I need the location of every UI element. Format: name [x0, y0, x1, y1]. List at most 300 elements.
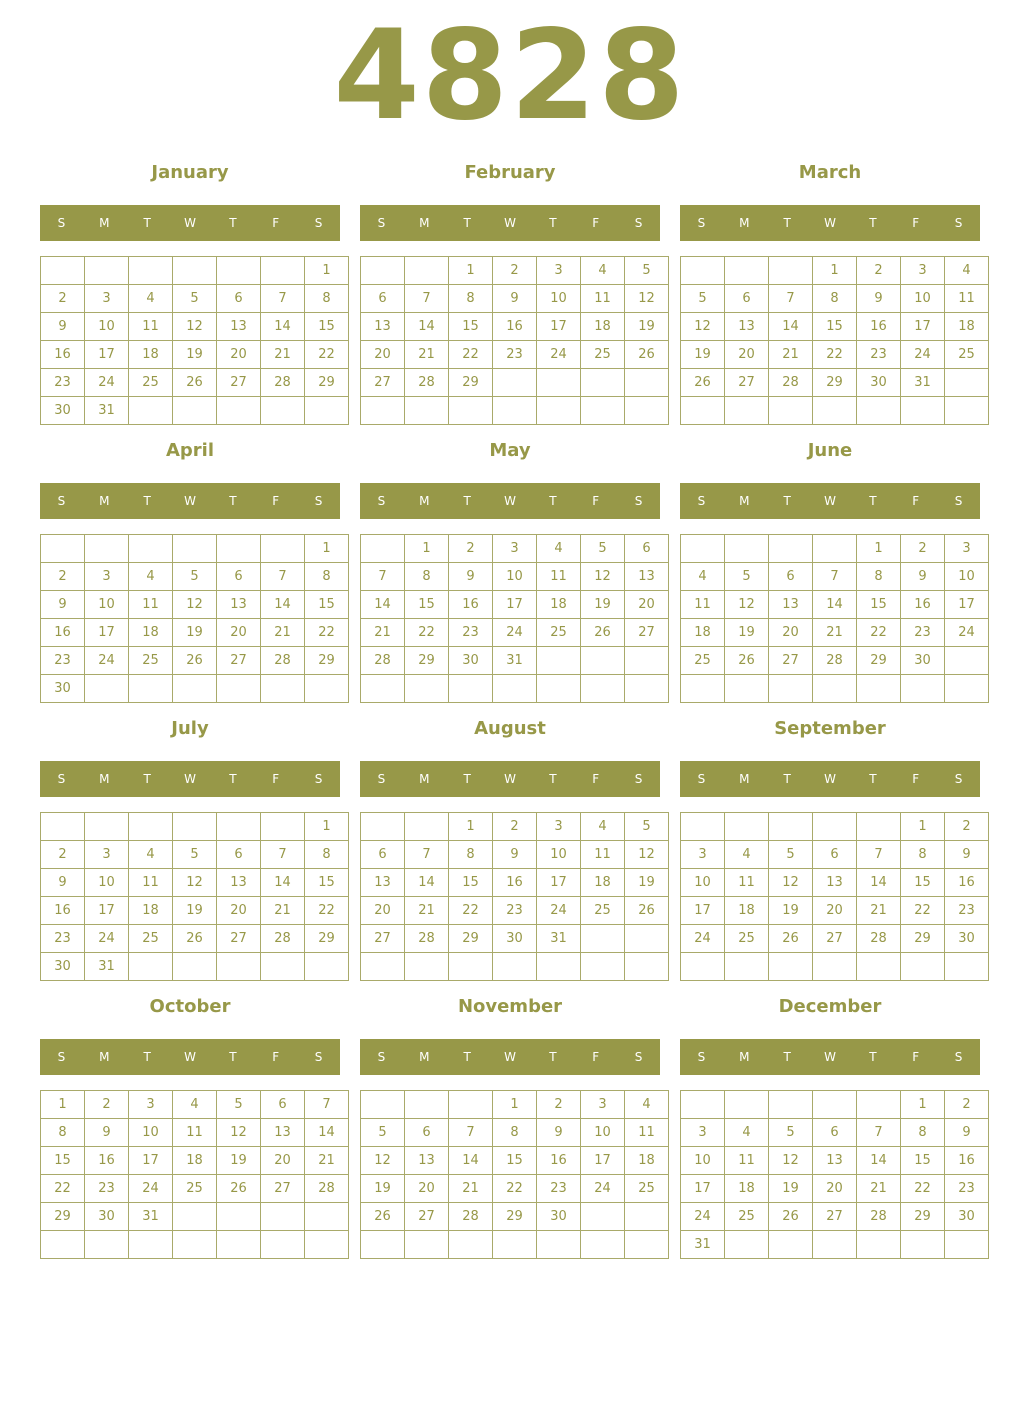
empty-day-cell	[625, 953, 669, 981]
day-cell: 21	[261, 341, 305, 369]
empty-day-cell	[85, 1231, 129, 1259]
empty-day-cell	[217, 1231, 261, 1259]
week-row	[361, 897, 669, 925]
empty-day-cell	[405, 1231, 449, 1259]
empty-day-cell	[725, 1091, 769, 1119]
day-cell: 8	[493, 1119, 537, 1147]
day-cell: 5	[625, 257, 669, 285]
day-cell: 22	[901, 1175, 945, 1203]
day-cell: 26	[769, 925, 813, 953]
day-cell: 16	[493, 869, 537, 897]
empty-day-cell	[41, 535, 85, 563]
week-row	[41, 675, 349, 703]
day-cell: 14	[361, 591, 405, 619]
day-cell: 28	[261, 925, 305, 953]
weekday-label: T	[229, 1050, 237, 1064]
month-name: November	[457, 996, 563, 1017]
empty-day-cell	[85, 535, 129, 563]
empty-day-cell	[173, 1231, 217, 1259]
day-cell: 1	[449, 813, 493, 841]
day-cell: 26	[173, 369, 217, 397]
week-row	[681, 313, 989, 341]
empty-day-cell	[261, 813, 305, 841]
weekday-label: W	[824, 1050, 836, 1064]
empty-day-cell	[857, 675, 901, 703]
day-cell: 13	[813, 1147, 857, 1175]
week-row	[681, 341, 989, 369]
day-cell: 10	[85, 869, 129, 897]
day-cell: 6	[725, 285, 769, 313]
week-row	[681, 813, 989, 841]
empty-day-cell	[129, 257, 173, 285]
day-cell: 5	[769, 1119, 813, 1147]
week-row	[681, 675, 989, 703]
week-row	[361, 925, 669, 953]
empty-day-cell	[725, 953, 769, 981]
day-cell: 21	[769, 341, 813, 369]
weekday-label: T	[463, 1050, 471, 1064]
empty-day-cell	[901, 397, 945, 425]
month-name: December	[778, 996, 882, 1017]
day-cell: 20	[405, 1175, 449, 1203]
weekday-label: T	[869, 772, 877, 786]
weekday-label: M	[739, 216, 750, 230]
day-cell: 29	[449, 369, 493, 397]
week-row	[41, 1147, 349, 1175]
day-cell: 25	[129, 647, 173, 675]
day-cell: 12	[173, 313, 217, 341]
day-cell: 20	[217, 619, 261, 647]
day-cell: 23	[41, 925, 85, 953]
day-cell: 18	[129, 341, 173, 369]
weekday-label: T	[143, 1050, 151, 1064]
day-cell: 14	[405, 313, 449, 341]
weekday-label: W	[184, 772, 196, 786]
day-cell: 23	[537, 1175, 581, 1203]
week-row	[41, 257, 349, 285]
week-row	[681, 1119, 989, 1147]
empty-day-cell	[769, 535, 813, 563]
day-cell: 17	[537, 869, 581, 897]
empty-day-cell	[857, 1231, 901, 1259]
day-cell: 30	[41, 953, 85, 981]
day-cell: 12	[217, 1119, 261, 1147]
day-cell: 1	[901, 1091, 945, 1119]
empty-day-cell	[129, 397, 173, 425]
weekday-label: T	[229, 216, 237, 230]
day-cell: 28	[361, 647, 405, 675]
weekday-label: M	[739, 772, 750, 786]
weekday-label: F	[272, 216, 280, 230]
day-cell: 14	[261, 313, 305, 341]
day-cell: 3	[681, 1119, 725, 1147]
day-cell: 8	[449, 285, 493, 313]
day-cell: 15	[405, 591, 449, 619]
day-cell: 4	[681, 563, 725, 591]
weekday-label: T	[869, 1050, 877, 1064]
day-cell: 11	[581, 285, 625, 313]
day-cell: 10	[681, 869, 725, 897]
day-cell: 7	[261, 563, 305, 591]
weekday-label: T	[783, 216, 791, 230]
day-cell: 19	[625, 869, 669, 897]
day-cell: 30	[41, 397, 85, 425]
day-cell: 12	[681, 313, 725, 341]
empty-day-cell	[217, 675, 261, 703]
empty-day-cell	[85, 257, 129, 285]
day-cell: 18	[129, 897, 173, 925]
weekday-label: S	[634, 216, 643, 230]
day-cell: 12	[769, 1147, 813, 1175]
day-cell: 18	[625, 1147, 669, 1175]
empty-day-cell	[537, 397, 581, 425]
day-cell: 26	[173, 925, 217, 953]
weekday-label: S	[377, 772, 386, 786]
weekday-header	[360, 761, 660, 797]
weekday-label: T	[549, 216, 557, 230]
week-row	[681, 1175, 989, 1203]
empty-day-cell	[305, 1231, 349, 1259]
day-cell: 11	[173, 1119, 217, 1147]
day-cell: 25	[581, 341, 625, 369]
day-cell: 15	[305, 313, 349, 341]
day-cell: 8	[305, 563, 349, 591]
day-cell: 9	[945, 1119, 989, 1147]
day-cell: 3	[537, 257, 581, 285]
day-cell: 10	[901, 285, 945, 313]
empty-day-cell	[581, 1231, 625, 1259]
weekday-header	[680, 761, 980, 797]
empty-day-cell	[405, 1091, 449, 1119]
day-cell: 30	[449, 647, 493, 675]
empty-day-cell	[625, 925, 669, 953]
day-cell: 7	[857, 1119, 901, 1147]
weekday-label: F	[912, 772, 920, 786]
day-cell: 16	[449, 591, 493, 619]
month-name: April	[165, 440, 215, 461]
weekday-header	[40, 205, 340, 241]
day-cell: 24	[85, 925, 129, 953]
day-cell: 15	[901, 869, 945, 897]
day-cell: 27	[217, 647, 261, 675]
weekday-label: F	[592, 1050, 600, 1064]
empty-day-cell	[173, 535, 217, 563]
weekday-label: M	[419, 1050, 430, 1064]
day-cell: 13	[261, 1119, 305, 1147]
empty-day-cell	[857, 953, 901, 981]
weekday-label: S	[954, 1050, 963, 1064]
empty-day-cell	[681, 1091, 725, 1119]
day-cell: 1	[41, 1091, 85, 1119]
day-cell: 29	[813, 369, 857, 397]
empty-day-cell	[405, 257, 449, 285]
day-cell: 7	[405, 285, 449, 313]
empty-day-cell	[857, 397, 901, 425]
day-cell: 15	[449, 313, 493, 341]
day-cell: 8	[405, 563, 449, 591]
week-row	[361, 647, 669, 675]
day-cell: 1	[305, 257, 349, 285]
day-cell: 13	[217, 869, 261, 897]
day-cell: 31	[85, 397, 129, 425]
week-row	[681, 1147, 989, 1175]
day-cell: 25	[945, 341, 989, 369]
week-row	[681, 897, 989, 925]
day-cell: 28	[813, 647, 857, 675]
day-cell: 14	[261, 869, 305, 897]
day-cell: 13	[361, 313, 405, 341]
empty-day-cell	[405, 953, 449, 981]
day-cell: 21	[261, 897, 305, 925]
empty-day-cell	[581, 397, 625, 425]
empty-day-cell	[681, 953, 725, 981]
empty-day-cell	[681, 397, 725, 425]
day-cell: 28	[405, 925, 449, 953]
day-cell: 26	[217, 1175, 261, 1203]
empty-day-cell	[261, 535, 305, 563]
day-cell: 3	[85, 285, 129, 313]
day-cell: 6	[813, 1119, 857, 1147]
day-cell: 20	[769, 619, 813, 647]
day-cell: 9	[85, 1119, 129, 1147]
day-cell: 24	[129, 1175, 173, 1203]
day-cell: 22	[305, 619, 349, 647]
week-row	[681, 619, 989, 647]
day-cell: 30	[537, 1203, 581, 1231]
day-cell: 29	[305, 369, 349, 397]
empty-day-cell	[85, 675, 129, 703]
day-cell: 22	[901, 897, 945, 925]
day-cell: 30	[901, 647, 945, 675]
empty-day-cell	[173, 257, 217, 285]
empty-day-cell	[625, 369, 669, 397]
day-cell: 11	[581, 841, 625, 869]
week-row	[681, 285, 989, 313]
day-cell: 22	[305, 897, 349, 925]
weekday-label: W	[824, 772, 836, 786]
day-cell: 30	[945, 1203, 989, 1231]
day-cell: 29	[901, 925, 945, 953]
day-cell: 28	[857, 925, 901, 953]
empty-day-cell	[581, 647, 625, 675]
weekday-label: S	[314, 494, 323, 508]
day-cell: 26	[581, 619, 625, 647]
day-cell: 17	[85, 897, 129, 925]
empty-day-cell	[813, 953, 857, 981]
weekday-label: T	[229, 772, 237, 786]
day-cell: 1	[305, 535, 349, 563]
weekday-label: M	[99, 772, 110, 786]
day-cell: 29	[41, 1203, 85, 1231]
day-cell: 28	[857, 1203, 901, 1231]
day-cell: 18	[681, 619, 725, 647]
day-cell: 7	[261, 285, 305, 313]
weekday-label: W	[184, 216, 196, 230]
week-row	[361, 313, 669, 341]
week-row	[361, 813, 669, 841]
empty-day-cell	[901, 1231, 945, 1259]
day-cell: 6	[361, 841, 405, 869]
day-cell: 10	[85, 591, 129, 619]
empty-day-cell	[901, 953, 945, 981]
weekday-label: M	[419, 494, 430, 508]
day-cell: 29	[493, 1203, 537, 1231]
day-cell: 5	[725, 563, 769, 591]
week-row	[41, 369, 349, 397]
day-cell: 25	[537, 619, 581, 647]
weekday-label: T	[549, 494, 557, 508]
weekday-label: S	[954, 216, 963, 230]
day-cell: 13	[405, 1147, 449, 1175]
day-cell: 26	[173, 647, 217, 675]
day-cell: 24	[493, 619, 537, 647]
day-cell: 28	[305, 1175, 349, 1203]
day-cell: 21	[261, 619, 305, 647]
weekday-label: F	[912, 1050, 920, 1064]
day-cell: 19	[173, 619, 217, 647]
weekday-label: T	[869, 216, 877, 230]
day-cell: 29	[857, 647, 901, 675]
days-table	[680, 256, 989, 425]
empty-day-cell	[493, 369, 537, 397]
day-cell: 2	[41, 285, 85, 313]
day-cell: 19	[769, 1175, 813, 1203]
day-cell: 23	[857, 341, 901, 369]
empty-day-cell	[305, 675, 349, 703]
weekday-label: S	[377, 494, 386, 508]
empty-day-cell	[625, 675, 669, 703]
day-cell: 18	[581, 869, 625, 897]
day-cell: 11	[537, 563, 581, 591]
day-cell: 24	[537, 341, 581, 369]
day-cell: 13	[217, 591, 261, 619]
week-row	[361, 257, 669, 285]
weekday-label: S	[697, 494, 706, 508]
weekday-header	[680, 205, 980, 241]
day-cell: 8	[813, 285, 857, 313]
weekday-label: M	[99, 1050, 110, 1064]
day-cell: 22	[449, 897, 493, 925]
day-cell: 19	[217, 1147, 261, 1175]
empty-day-cell	[813, 535, 857, 563]
day-cell: 4	[625, 1091, 669, 1119]
weekday-label: T	[143, 494, 151, 508]
day-cell: 13	[625, 563, 669, 591]
day-cell: 1	[901, 813, 945, 841]
day-cell: 19	[769, 897, 813, 925]
empty-day-cell	[129, 953, 173, 981]
empty-day-cell	[129, 675, 173, 703]
day-cell: 20	[217, 341, 261, 369]
day-cell: 10	[945, 563, 989, 591]
day-cell: 31	[85, 953, 129, 981]
week-row	[361, 341, 669, 369]
week-row	[41, 869, 349, 897]
day-cell: 15	[813, 313, 857, 341]
empty-day-cell	[769, 675, 813, 703]
days-table	[360, 256, 669, 425]
week-row	[361, 563, 669, 591]
month-name: July	[171, 718, 209, 739]
empty-day-cell	[405, 813, 449, 841]
week-row	[681, 647, 989, 675]
empty-day-cell	[769, 1091, 813, 1119]
empty-day-cell	[901, 675, 945, 703]
day-cell: 27	[217, 925, 261, 953]
week-row	[41, 535, 349, 563]
weekday-label: S	[377, 216, 386, 230]
day-cell: 20	[625, 591, 669, 619]
empty-day-cell	[173, 953, 217, 981]
day-cell: 8	[901, 1119, 945, 1147]
week-row	[41, 313, 349, 341]
days-table	[360, 534, 669, 703]
weekday-header	[360, 483, 660, 519]
day-cell: 11	[725, 1147, 769, 1175]
day-cell: 24	[85, 647, 129, 675]
days-table	[360, 812, 669, 981]
day-cell: 31	[129, 1203, 173, 1231]
day-cell: 15	[449, 869, 493, 897]
day-cell: 25	[681, 647, 725, 675]
day-cell: 21	[305, 1147, 349, 1175]
day-cell: 16	[41, 897, 85, 925]
day-cell: 5	[173, 841, 217, 869]
day-cell: 18	[725, 1175, 769, 1203]
days-table	[40, 1090, 349, 1259]
day-cell: 7	[405, 841, 449, 869]
day-cell: 25	[581, 897, 625, 925]
day-cell: 23	[493, 897, 537, 925]
day-cell: 12	[581, 563, 625, 591]
day-cell: 17	[85, 341, 129, 369]
day-cell: 14	[857, 1147, 901, 1175]
day-cell: 14	[261, 591, 305, 619]
empty-day-cell	[769, 397, 813, 425]
month-name: February	[464, 162, 556, 183]
day-cell: 19	[725, 619, 769, 647]
day-cell: 30	[493, 925, 537, 953]
empty-day-cell	[361, 953, 405, 981]
day-cell: 9	[41, 313, 85, 341]
day-cell: 2	[85, 1091, 129, 1119]
days-table	[680, 812, 989, 981]
weekday-label: S	[314, 216, 323, 230]
month-name: May	[489, 440, 531, 461]
week-row	[681, 1203, 989, 1231]
empty-day-cell	[217, 813, 261, 841]
empty-day-cell	[725, 257, 769, 285]
empty-day-cell	[41, 257, 85, 285]
day-cell: 5	[769, 841, 813, 869]
day-cell: 20	[725, 341, 769, 369]
days-table	[40, 256, 349, 425]
day-cell: 16	[857, 313, 901, 341]
day-cell: 9	[449, 563, 493, 591]
day-cell: 12	[725, 591, 769, 619]
day-cell: 2	[537, 1091, 581, 1119]
day-cell: 7	[361, 563, 405, 591]
weekday-label: S	[57, 216, 66, 230]
day-cell: 24	[537, 897, 581, 925]
weekday-label: S	[57, 1050, 66, 1064]
day-cell: 10	[129, 1119, 173, 1147]
empty-day-cell	[681, 813, 725, 841]
empty-day-cell	[945, 1231, 989, 1259]
day-cell: 6	[405, 1119, 449, 1147]
weekday-label: S	[954, 772, 963, 786]
day-cell: 17	[129, 1147, 173, 1175]
